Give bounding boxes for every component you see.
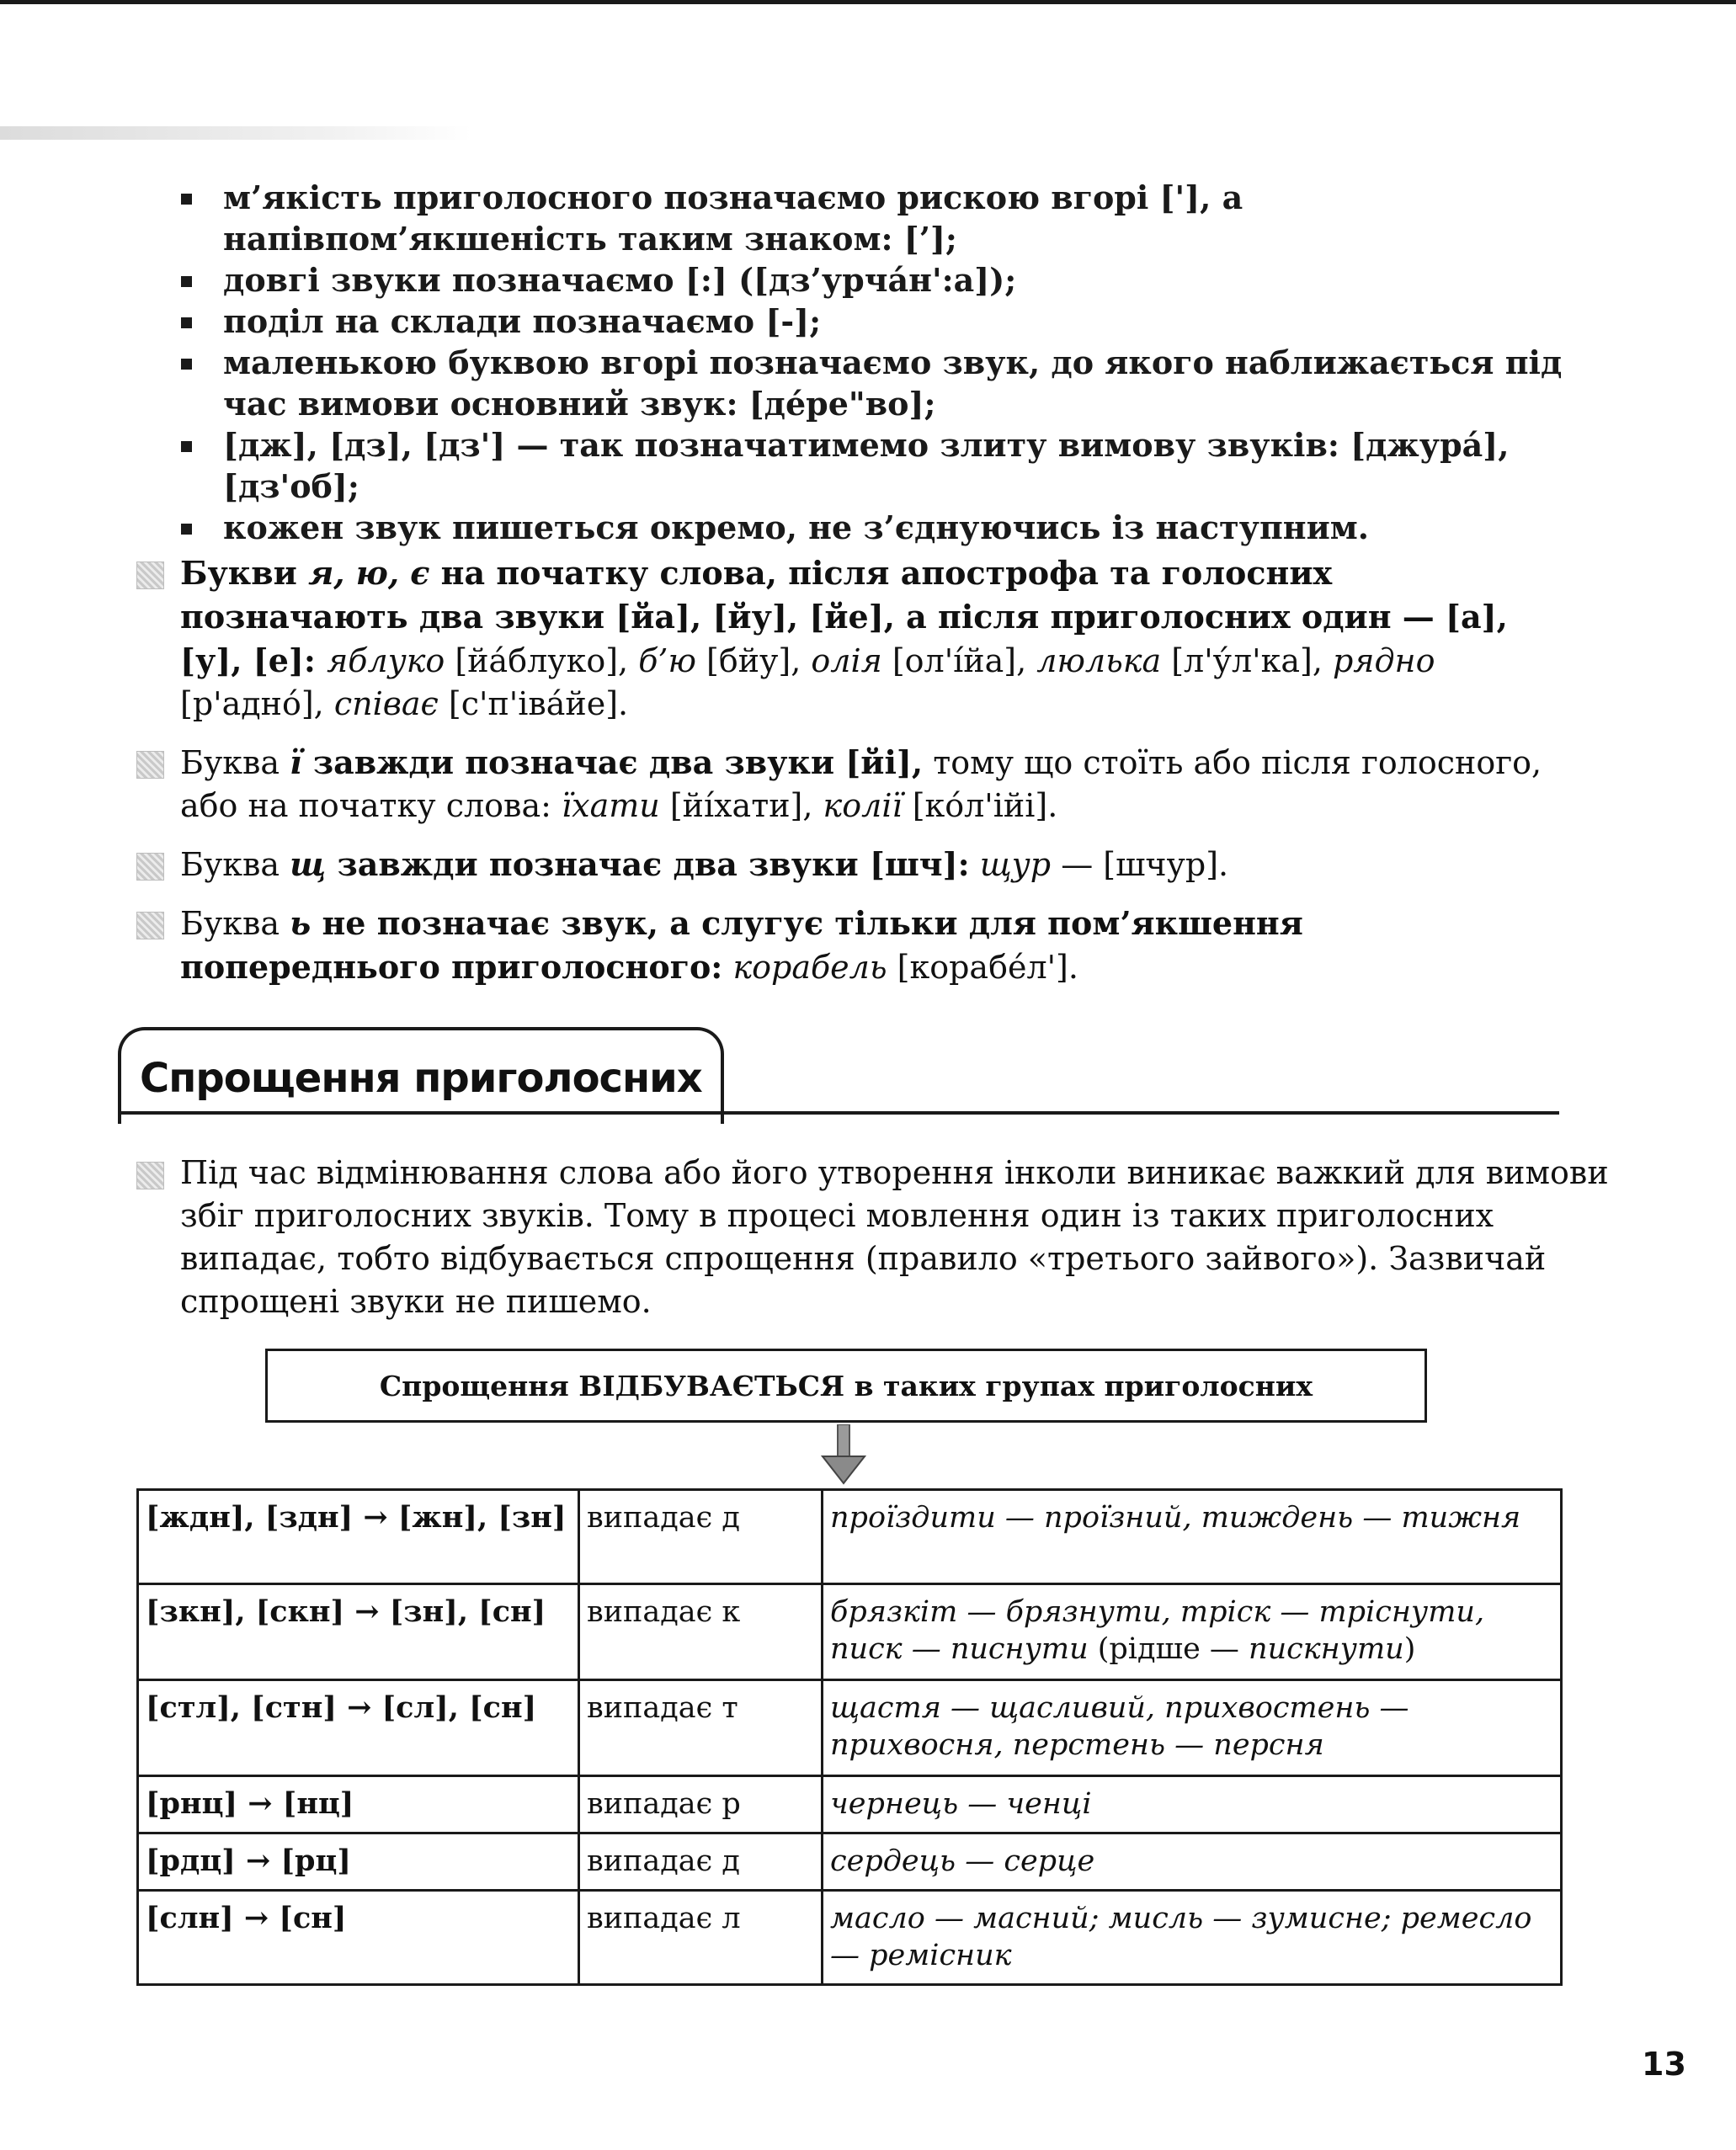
bullet-item: поділ на склади позначаємо [-]; — [181, 301, 1570, 342]
rule-letter: щ — [290, 845, 327, 883]
transcription: [йа́блуко], — [445, 642, 639, 679]
consonant-group-cell: [зкн], [скн] → [зн], [сн] — [138, 1584, 579, 1680]
example-word: корабель — [732, 949, 887, 986]
example-word: б’ю — [638, 642, 696, 679]
square-marker-icon — [136, 853, 164, 881]
rule-soft-sign — [136, 902, 1568, 989]
consonant-group-cell: [стл], [стн] → [сл], [сн] — [138, 1680, 579, 1776]
transcription: [бйу], — [695, 642, 812, 679]
example-word: олія — [811, 642, 882, 679]
example-word: яблуко — [327, 642, 445, 679]
transcription: — [шчур]. — [1051, 846, 1229, 883]
transcription: [корабе́л']. — [887, 949, 1078, 986]
dropped-sound-cell: випадає к — [579, 1584, 823, 1680]
rule-yi — [136, 741, 1568, 828]
rule-text: Букви — [180, 554, 309, 592]
table-row — [138, 1490, 1562, 1584]
section-divider — [118, 1111, 1559, 1115]
transcription: [р'адно́], — [180, 685, 334, 722]
examples-cell — [823, 1584, 1562, 1680]
examples-cell: проїздити — проїзний, тиждень — тижня — [823, 1490, 1562, 1584]
letter-rules — [136, 551, 1568, 1004]
examples-cell: сердець — серце — [823, 1833, 1562, 1891]
rule-ya-yu-ye — [136, 551, 1568, 726]
dropped-sound-cell: випадає т — [579, 1680, 823, 1776]
examples-cell: масло — масний; мисль — зумисне; ремесло — ремісник — [823, 1891, 1562, 1985]
bullet-item: кожен звук пишеться окремо, не з’єднуючись із наступним. — [181, 507, 1570, 548]
section-title: Спрощення приголосних — [118, 1027, 724, 1124]
rule-text: завжди позначає два звуки [шч]: — [326, 845, 970, 883]
consonant-group-cell: [слн] → [сн] — [138, 1891, 579, 1985]
page-number: 13 — [1642, 2046, 1686, 2083]
example-text: брязкіт — брязнути, тріск — тріснути, писк — писнути — [830, 1595, 1485, 1666]
example-note: (рідше — — [1088, 1632, 1249, 1666]
table-row — [138, 1833, 1562, 1891]
rule-letter: я, ю, є — [308, 554, 430, 592]
transcription: [л'у́л'ка], — [1161, 642, 1333, 679]
bullet-item: маленькою буквою вгорі позначаємо звук, до якого наближається під час вимови основний звук: [де́ре"во]; — [181, 342, 1570, 424]
dropped-sound-cell: випадає д — [579, 1833, 823, 1891]
paragraph-text: Під час відмінювання слова або його утворення інколи виникає важкий для вимови збіг приголосних звуків. Тому в процесі мовлення один із таких приголосних випадає, тобто відбувається спрощення (правило «третього зайвого»). Зазвичай спрощені звуки не пишемо. — [180, 1154, 1609, 1320]
dropped-sound-cell: випадає р — [579, 1776, 823, 1833]
bullet-item: [дж], [дз], [дз'] — так позначатимемо злиту вимову звуків: [джура́], [дз'об]; — [181, 424, 1570, 507]
top-border-line — [0, 0, 1736, 4]
example-word: люлька — [1036, 642, 1162, 679]
examples-cell: чернець — ченці — [823, 1776, 1562, 1833]
simplification-table — [136, 1488, 1563, 1986]
table-row — [138, 1680, 1562, 1776]
example-note: ) — [1403, 1632, 1416, 1666]
example-word: колії — [823, 787, 903, 824]
dropped-sound-cell: випадає л — [579, 1891, 823, 1985]
rule-text: завжди позначає два звуки [йі], — [301, 743, 924, 781]
table-title-box: Спрощення ВІДБУВАЄТЬСЯ в таких групах приголосних — [265, 1349, 1427, 1423]
rule-text: тому що стоїть або після голосного, або на початку слова: — [180, 744, 1542, 824]
dropped-sound-cell: випадає д — [579, 1490, 823, 1584]
bullet-item: м’якість приголосного позначаємо рискою вгорі ['], а напівпом’якшеність таким знаком: [’]; — [181, 177, 1570, 259]
square-marker-icon — [136, 912, 164, 939]
table-row — [138, 1776, 1562, 1833]
rule-text: на початку слова, після апострофа та голосних позначають два звуки [йа], [йу], [йе], а після приголосних один — [а], [у], [е]: — [180, 554, 1508, 679]
table-row — [138, 1891, 1562, 1985]
rule-letter: ї — [290, 743, 302, 781]
transcription: [йі́хати], — [659, 787, 823, 824]
consonant-group-cell: [рдц] → [рц] — [138, 1833, 579, 1891]
example-word: щур — [979, 846, 1052, 883]
consonant-group-cell: [рнц] → [нц] — [138, 1776, 579, 1833]
notation-bullet-list — [181, 177, 1570, 548]
example-word: рядно — [1332, 642, 1435, 679]
square-marker-icon — [136, 1162, 164, 1189]
rule-letter: ь — [290, 904, 312, 942]
rule-text: не позначає звук, а слугує тільки для пом’якшення попереднього приголосного: — [180, 904, 1303, 986]
rule-shch — [136, 843, 1568, 886]
transcription: [ко́л'ійі]. — [902, 787, 1058, 824]
example-word: співає — [333, 685, 439, 722]
scan-artifact — [0, 126, 471, 140]
examples-cell: щастя — щасливий, прихвостень — прихвосня, перстень — персня — [823, 1680, 1562, 1776]
rule-text: Буква — [180, 744, 290, 781]
arrow-down-icon — [821, 1424, 866, 1485]
rule-text: Буква — [180, 905, 290, 942]
example-text: пискнути — [1249, 1632, 1404, 1666]
square-marker-icon — [136, 751, 164, 779]
square-marker-icon — [136, 561, 164, 589]
transcription: [ол'і́йа], — [881, 642, 1037, 679]
intro-paragraph — [136, 1152, 1611, 1323]
example-word: їхати — [561, 787, 660, 824]
table-row — [138, 1584, 1562, 1680]
consonant-group-cell: [ждн], [здн] → [жн], [зн] — [138, 1490, 579, 1584]
transcription: [с'п'іва́йе]. — [438, 685, 629, 722]
rule-text: Буква — [180, 846, 290, 883]
bullet-item: довгі звуки позначаємо [:] ([дз’урча́н':а]); — [181, 259, 1570, 301]
